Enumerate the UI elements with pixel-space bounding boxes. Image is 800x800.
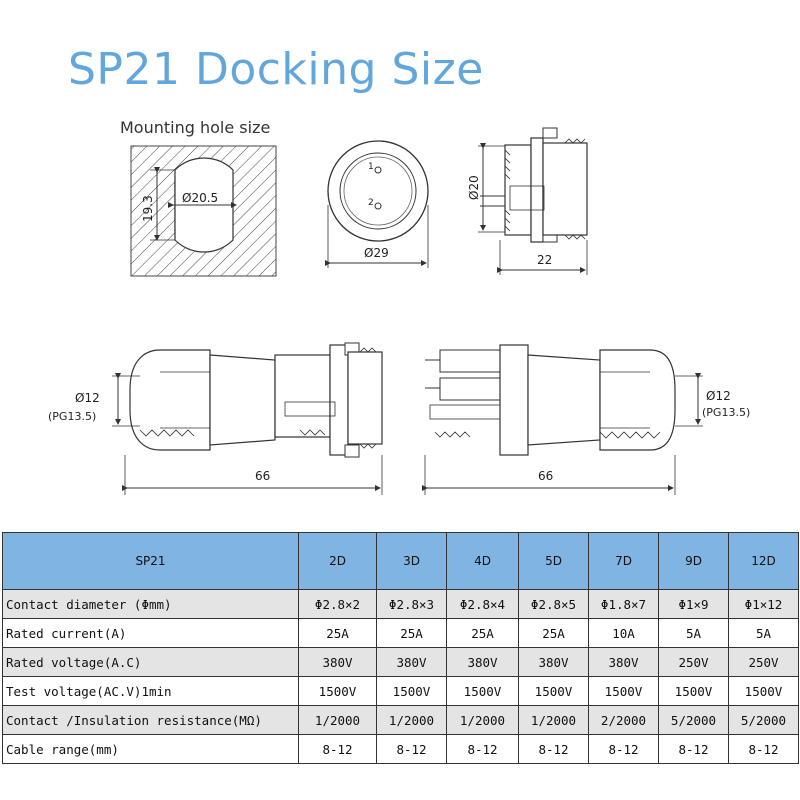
table-header-row (3, 533, 799, 590)
receptacle-side-drawing (478, 128, 587, 275)
table-cell: 1500V (519, 677, 589, 706)
table-cell: 1500V (299, 677, 377, 706)
left-cable-diameter-label: Ø12 (75, 391, 100, 405)
row-label: Test voltage(AC.V)1min (3, 677, 299, 706)
table-cell: 5/2000 (729, 706, 799, 735)
table-cell: 1/2000 (377, 706, 447, 735)
table-cell: 1500V (659, 677, 729, 706)
right-socket-drawing (425, 345, 703, 495)
table-row (3, 677, 799, 706)
table-cell: 380V (589, 648, 659, 677)
row-label: Contact /Insulation resistance(MΩ) (3, 706, 299, 735)
right-length-label: 66 (538, 469, 554, 483)
left-length-label: 66 (255, 469, 271, 483)
table-cell: 1500V (377, 677, 447, 706)
table-cell: 380V (377, 648, 447, 677)
table-row (3, 590, 799, 619)
table-cell: 5A (729, 619, 799, 648)
table-cell: 25A (447, 619, 519, 648)
table-cell: 8-12 (447, 735, 519, 764)
left-cable-pg-label: (PG13.5) (48, 410, 97, 423)
table-cell: 8-12 (589, 735, 659, 764)
table-cell: Φ2.8×3 (377, 590, 447, 619)
table-cell: 25A (377, 619, 447, 648)
column-header: 9D (659, 533, 729, 590)
table-cell: Φ2.8×4 (447, 590, 519, 619)
table-cell: Φ2.8×5 (519, 590, 589, 619)
side-diameter-label: Ø20 (467, 175, 481, 200)
table-cell: Φ1×12 (729, 590, 799, 619)
page-title: SP21 Docking Size (68, 44, 484, 95)
table-row (3, 619, 799, 648)
hole-flat-label: 19.3 (141, 195, 155, 222)
table-cell: Φ1×9 (659, 590, 729, 619)
table-cell: 380V (447, 648, 519, 677)
table-cell: 380V (299, 648, 377, 677)
row-label: Contact diameter (Φmm) (3, 590, 299, 619)
hole-diameter-label: Ø20.5 (182, 191, 219, 205)
table-cell: 8-12 (299, 735, 377, 764)
table-row (3, 735, 799, 764)
table-cell: 1/2000 (519, 706, 589, 735)
row-label: Rated voltage(A.C) (3, 648, 299, 677)
table-cell: 25A (519, 619, 589, 648)
column-header: 2D (299, 533, 377, 590)
column-header: 4D (447, 533, 519, 590)
spec-table (2, 532, 799, 764)
table-row (3, 706, 799, 735)
right-cable-pg-label: (PG13.5) (702, 406, 751, 419)
table-cell: 8-12 (659, 735, 729, 764)
table-cell: 1/2000 (299, 706, 377, 735)
table-cell: 5/2000 (659, 706, 729, 735)
column-header: 12D (729, 533, 799, 590)
column-header: 3D (377, 533, 447, 590)
table-corner-header: SP21 (3, 533, 299, 590)
mounting-hole-label: Mounting hole size (120, 118, 271, 137)
table-row (3, 648, 799, 677)
table-cell: 8-12 (729, 735, 799, 764)
row-label: Rated current(A) (3, 619, 299, 648)
face-diameter-label: Ø29 (364, 246, 389, 260)
table-cell: 1500V (589, 677, 659, 706)
table-cell: 5A (659, 619, 729, 648)
column-header: 5D (519, 533, 589, 590)
left-plug-drawing (112, 343, 382, 495)
table-cell: 1500V (729, 677, 799, 706)
pin-1-label: 1 (368, 162, 374, 172)
table-cell: 25A (299, 619, 377, 648)
side-length-label: 22 (537, 253, 553, 267)
row-label: Cable range(mm) (3, 735, 299, 764)
table-cell: 380V (519, 648, 589, 677)
pin-2-label: 2 (368, 198, 374, 208)
table-cell: 1500V (447, 677, 519, 706)
table-cell: 250V (729, 648, 799, 677)
table-cell: 10A (589, 619, 659, 648)
table-cell: 250V (659, 648, 729, 677)
right-cable-diameter-label: Ø12 (706, 389, 731, 403)
table-cell: Φ1.8×7 (589, 590, 659, 619)
table-cell: 1/2000 (447, 706, 519, 735)
table-cell: 8-12 (377, 735, 447, 764)
column-header: 7D (589, 533, 659, 590)
table-cell: Φ2.8×2 (299, 590, 377, 619)
table-cell: 8-12 (519, 735, 589, 764)
table-cell: 2/2000 (589, 706, 659, 735)
